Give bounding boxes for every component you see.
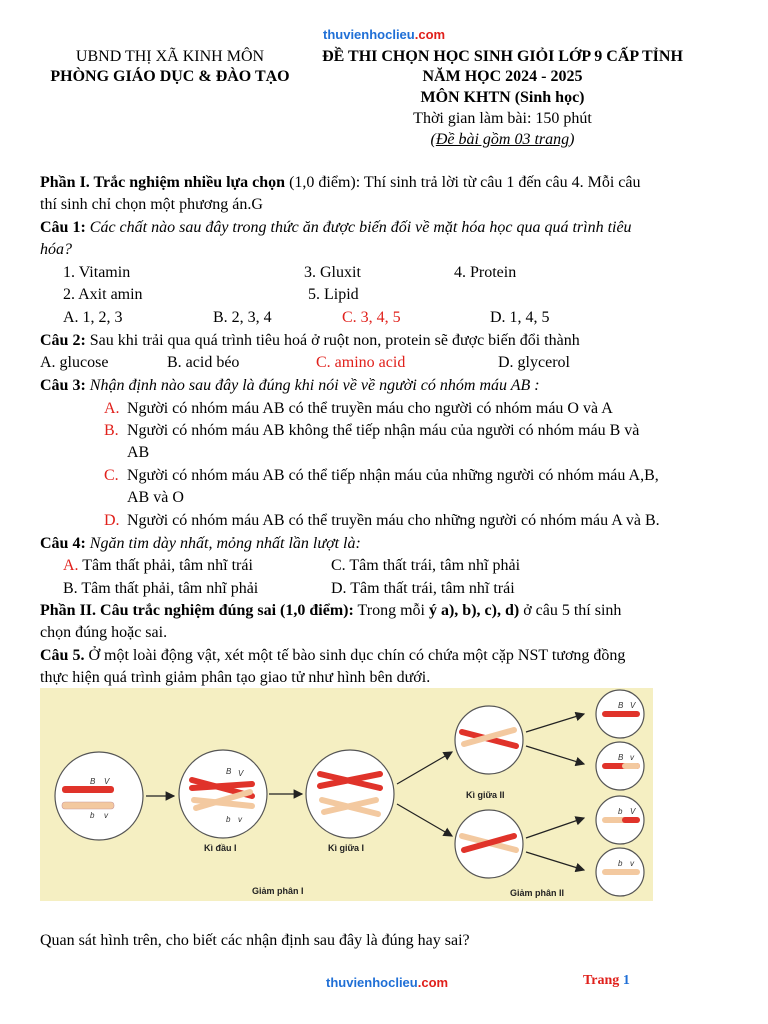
label-meiosis-1: Giảm phân I	[252, 886, 304, 896]
gamete	[596, 848, 644, 896]
page-count-text: Đề bài gồm 03 trang	[435, 131, 570, 148]
q1-item: 1. Vitamin	[63, 264, 131, 281]
q1-text-line2: hóa?	[40, 241, 72, 258]
header-left-line1: UBND THỊ XÃ KINH MÔN	[75, 48, 265, 65]
allele-b-label: b	[226, 815, 231, 824]
q1-item: 3. Gluxit	[304, 264, 361, 281]
q1-question	[40, 217, 632, 239]
arrow	[397, 804, 452, 836]
allele-V-label: V	[630, 701, 636, 710]
gamete	[596, 742, 644, 790]
time-limit: Thời gian làm bài: 150 phút	[413, 110, 592, 127]
q5-text: Ở một loài động vật, xét một tế bào sinh dục chín có chứa một cặp NST tương đồng	[88, 647, 626, 664]
q1-option-b[interactable]: B. 2, 3, 4	[213, 309, 272, 326]
q2-question	[40, 330, 580, 352]
q4-option-a-letter: A.	[63, 557, 79, 574]
cell-membrane	[306, 750, 394, 838]
cell-membrane	[55, 752, 143, 840]
cell-metaphase-2-top	[455, 706, 523, 774]
footer-site-tld: .com	[417, 975, 449, 990]
q4-option-a-text: Tâm thất phải, tâm nhĩ trái	[82, 557, 253, 574]
footer-site-name: thuvienhoclieu	[326, 975, 418, 990]
q3-option-b-text[interactable]: Người có nhóm máu AB không thể tiếp nhận máu của người có nhóm máu B và	[127, 422, 640, 439]
q1-item: 4. Protein	[454, 264, 517, 281]
cell-metaphase-2-bottom	[455, 810, 523, 878]
arrow	[526, 746, 584, 764]
meiosis-figure	[40, 688, 653, 901]
q3-label: Câu 3:	[40, 377, 86, 394]
q5-question	[40, 645, 625, 667]
q2-option-a[interactable]: A. glucose	[40, 354, 109, 371]
part2-instruction-b: ý a), b), c), d)	[428, 602, 520, 619]
q4-label: Câu 4:	[40, 535, 86, 552]
q4-option-c-text: Tâm thất trái, tâm nhĩ phải	[349, 557, 521, 574]
watermark-site-tld: .com	[414, 27, 446, 42]
q4-option-d[interactable]	[331, 578, 515, 600]
arrow	[526, 852, 584, 870]
allele-v-label: v	[238, 815, 242, 824]
arrow	[526, 714, 584, 732]
allele-V-label: V	[104, 777, 110, 786]
q3-option-d-text[interactable]: Người có nhóm máu AB có thể truyền máu cho những người có nhóm máu A và B.	[127, 512, 660, 529]
allele-V-label: V	[238, 769, 244, 778]
part1-points: (1,0 điểm):	[289, 174, 361, 191]
q4-question	[40, 533, 361, 555]
header-left-line2: PHÒNG GIÁO DỤC & ĐÀO TẠO	[50, 68, 290, 85]
meiosis-diagram	[40, 688, 653, 901]
q2-option-c-answer[interactable]: C. amino acid	[316, 354, 406, 371]
q3-option-c-text[interactable]: Người có nhóm máu AB có thể tiếp nhận máu của những người có nhóm máu A,B,	[127, 467, 659, 484]
q4-option-b-letter: B.	[63, 580, 78, 597]
gamete	[596, 796, 644, 844]
q1-item: 5. Lipid	[308, 286, 359, 303]
part2-instruction-c: ở câu 5 thí sinh	[523, 602, 622, 619]
q4-option-b[interactable]	[63, 578, 258, 600]
watermark-top[interactable]	[323, 26, 445, 44]
allele-v-label: v	[630, 753, 634, 762]
school-year: NĂM HỌC 2024 - 2025	[422, 68, 583, 85]
q4-option-c[interactable]	[331, 555, 520, 577]
q3-option-b-letter[interactable]: B.	[104, 422, 119, 439]
q2-label: Câu 2:	[40, 332, 86, 349]
chromosome-red	[62, 786, 114, 793]
part1-title: Phần I. Trắc nghiệm nhiều lựa chọn	[40, 174, 286, 191]
q1-option-a[interactable]: A. 1, 2, 3	[63, 309, 123, 326]
q1-text: Các chất nào sau đây trong thức ăn được biến đối về mặt hóa học qua quá trình tiêu	[89, 219, 632, 236]
q3-option-b-text-cont[interactable]: AB	[127, 444, 150, 461]
page-count-note: (Đề bài gồm 03 trang)	[430, 131, 575, 148]
part1-instruction-line2: thí sinh chỉ chọn một phương án.G	[40, 196, 263, 213]
allele-b-label: b	[618, 859, 623, 868]
label-metaphase-2: Kì giữa II	[466, 790, 505, 800]
allele-v-label: v	[104, 811, 108, 820]
part2-instruction-line2: chọn đúng hoặc sai.	[40, 624, 168, 641]
allele-b-label: b	[90, 811, 95, 820]
q4-option-a[interactable]	[63, 555, 253, 577]
q4-option-d-letter: D.	[331, 580, 347, 597]
q2-option-b[interactable]: B. acid béo	[167, 354, 240, 371]
allele-B-label: B	[226, 767, 232, 776]
part1-instruction: Thí sinh trả lời từ câu 1 đến câu 4. Mỗi câu	[363, 174, 641, 191]
q2-option-d[interactable]: D. glycerol	[498, 354, 570, 371]
exam-title: ĐỀ THI CHỌN HỌC SINH GIỎI LỚP 9 CẤP TỈNH	[322, 48, 683, 65]
q5-label: Câu 5.	[40, 647, 85, 664]
part2-title: Phần II. Câu trắc nghiệm đúng sai (1,0 điểm):	[40, 602, 354, 619]
q5-text-line2: thực hiện quá trình giảm phân tạo giao tử như hình bên dưới.	[40, 669, 431, 686]
page-label: Trang	[583, 973, 620, 988]
q3-option-a-text[interactable]: Người có nhóm máu AB có thể truyền máu cho người có nhóm máu O và A	[127, 400, 613, 417]
q3-option-a-letter[interactable]: A.	[104, 400, 120, 417]
allele-B-label: B	[618, 753, 624, 762]
q3-option-c-letter[interactable]: C.	[104, 467, 119, 484]
q3-option-c-text-cont[interactable]: AB và O	[127, 489, 184, 506]
allele-B-label: B	[618, 701, 624, 710]
q1-option-d[interactable]: D. 1, 4, 5	[490, 309, 550, 326]
label-metaphase-1: Kì giữa I	[328, 843, 365, 853]
allele-V-label: V	[630, 807, 636, 816]
part1-heading	[40, 172, 641, 194]
arrow	[526, 818, 584, 838]
cell-initial	[55, 752, 143, 840]
q3-option-d-letter[interactable]: D.	[104, 512, 120, 529]
label-meiosis-2: Giảm phân II	[510, 888, 565, 898]
cell-metaphase-1	[306, 750, 394, 853]
arrow	[397, 752, 452, 784]
q3-text: Nhận định nào sau đây là đúng khi nói về về người có nhóm máu AB :	[89, 377, 540, 394]
q2-text: Sau khi trải qua quá trình tiêu hoá ở ruột non, protein sẽ được biến đổi thành	[89, 332, 580, 349]
footer-page	[583, 973, 630, 989]
q4-option-d-text: Tâm thất trái, tâm nhĩ trái	[350, 580, 515, 597]
label-prophase-1: Kì đầu I	[204, 843, 237, 853]
subject: MÔN KHTN (Sinh học)	[420, 89, 585, 106]
q1-item: 2. Axit amin	[63, 286, 143, 303]
watermark-site-name: thuvienhoclieu	[323, 27, 415, 42]
page-number: 1	[622, 973, 630, 988]
part2-instruction-a: Trong mỗi	[357, 602, 425, 619]
gamete	[596, 690, 644, 738]
chromosome-pale	[62, 802, 114, 809]
footer-site[interactable]	[326, 974, 448, 992]
q1-label: Câu 1:	[40, 219, 86, 236]
cell-prophase-1	[179, 750, 267, 853]
allele-v-label: v	[630, 859, 634, 868]
q4-option-b-text: Tâm thất phải, tâm nhĩ phải	[81, 580, 259, 597]
q5-observation-prompt: Quan sát hình trên, cho biết các nhận định sau đây là đúng hay sai?	[40, 932, 470, 949]
q1-option-c-answer[interactable]: C. 3, 4, 5	[342, 309, 401, 326]
q3-question	[40, 375, 540, 397]
allele-B-label: B	[90, 777, 96, 786]
q4-option-c-letter: C.	[331, 557, 346, 574]
allele-b-label: b	[618, 807, 623, 816]
part2-heading	[40, 600, 621, 622]
q4-text: Ngăn tim dày nhất, mỏng nhất lần lượt là:	[89, 535, 361, 552]
